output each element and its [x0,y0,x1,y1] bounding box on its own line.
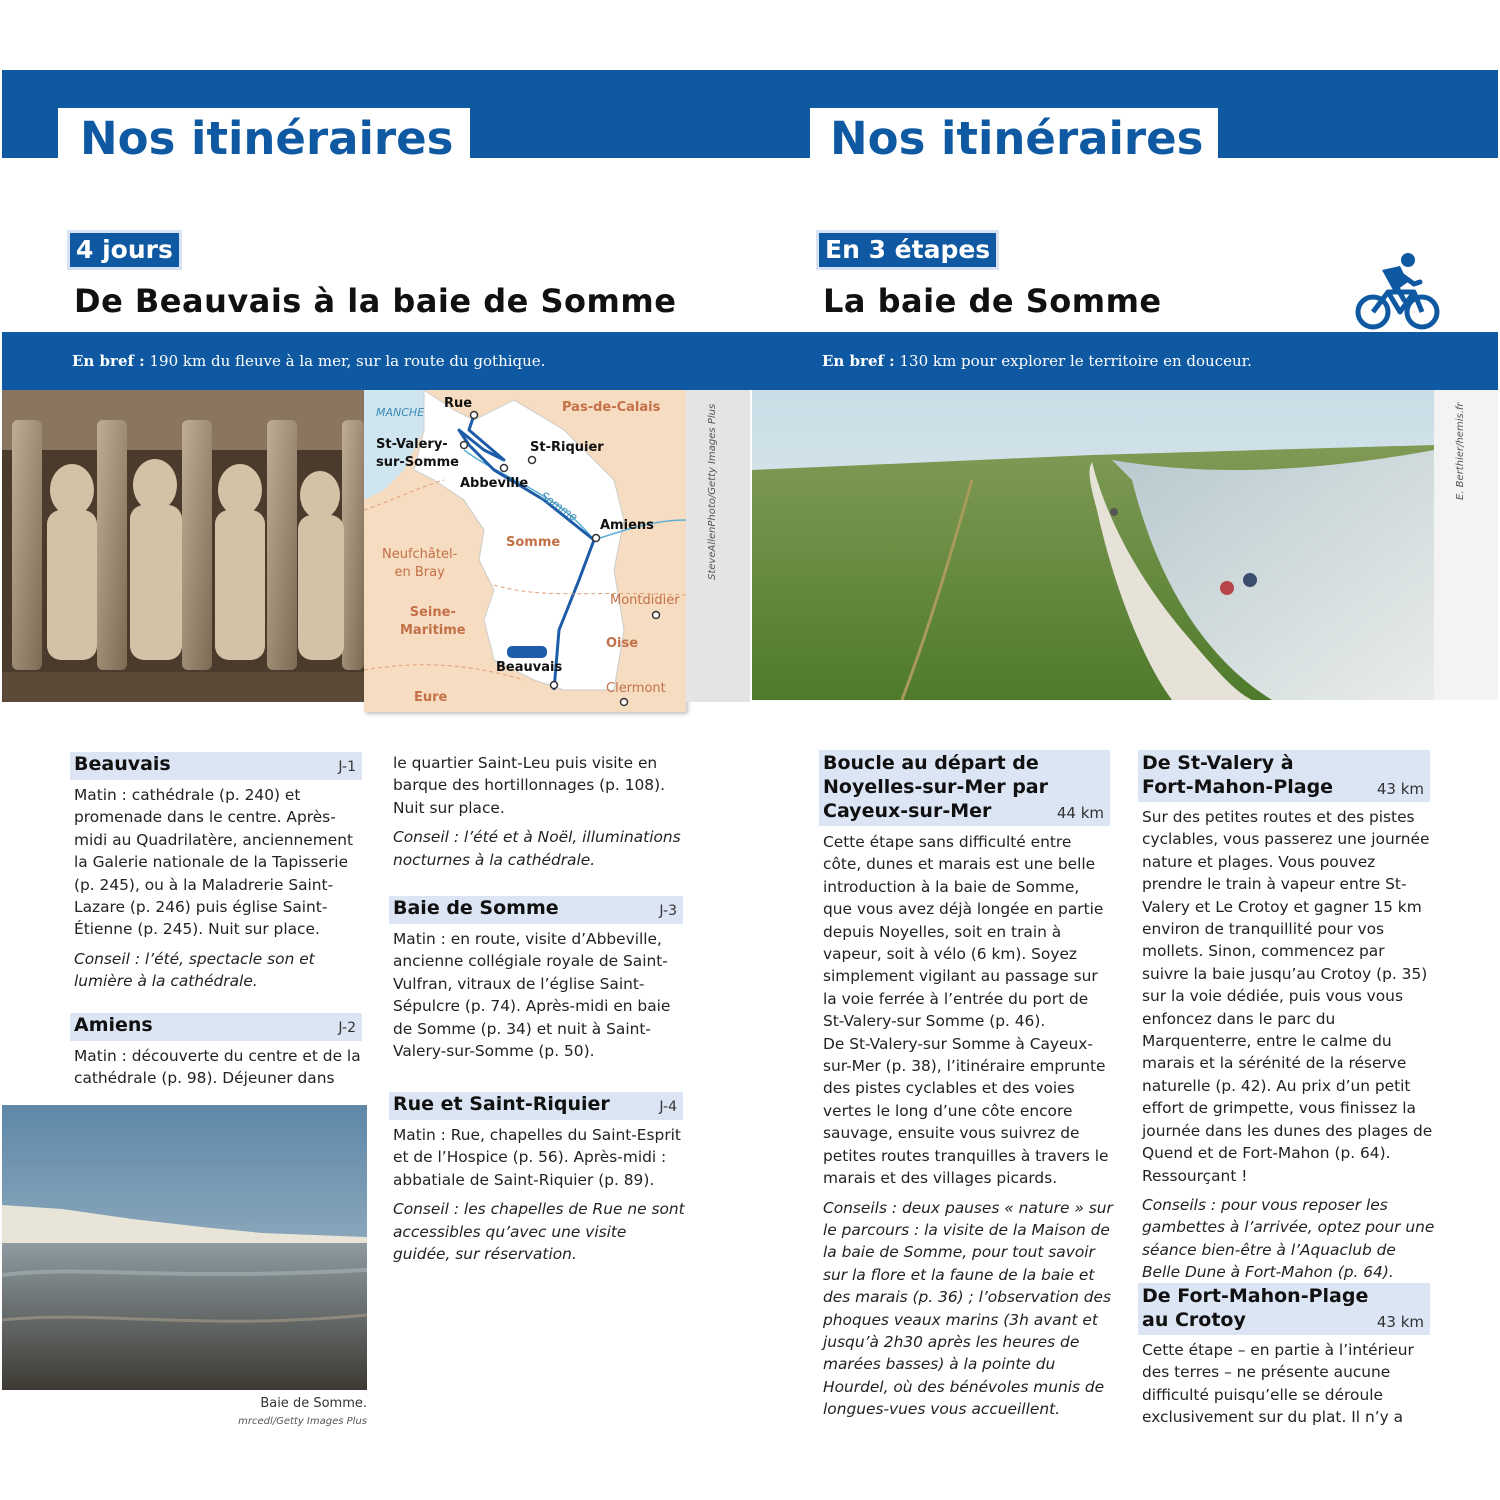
summary-band-left [2,332,752,390]
cyclist-icon [1352,252,1444,334]
day-number: J-2 [338,1020,356,1036]
map-town-label: Clermont [606,681,666,696]
baie-de-somme-photo [2,1105,367,1390]
day-number: J-4 [659,1099,677,1115]
day-header [389,1092,683,1120]
stage-distance: 43 km [1376,780,1424,798]
day-text: le quartier Saint-Leu puis visite en barque des hortillonnages (p. 108). Nuit sur place. [393,754,665,817]
summary-band-right [752,332,1498,390]
stage-name: De St-Valery à Fort-Mahon-Plage [1142,752,1334,798]
day-description [393,1124,685,1272]
page-header-right: Nos itinéraires [830,112,1204,165]
photo-credit-right: E. Berthier/hemis.fr [1455,402,1466,500]
summary-label: En bref : [822,352,895,370]
stage-text: Cette étape – en partie à l’intérieur des terres – ne présente aucune difficulté puisqu’elle se déroule exclusivement sur du plat. Il n’y a [1142,1341,1414,1427]
map-region-label: Pas-de-Calais [562,400,661,415]
map-region-label: Somme [506,535,561,550]
stages-badge: En 3 étapes [819,233,996,267]
stage-name: Boucle au départ de Noyelles-sur-Mer par Cayeux-sur-Mer [823,752,1048,822]
stage-description [823,831,1113,1428]
stage-text: De St-Valery-sur Somme à Cayeux-sur-Mer (p. 38), l’itinéraire emprunte des pistes cyclables et des voies vertes le long d’une côte encore sauvage, ensuite vous suivrez de petites routes tranquilles à travers le marais et des villages picards. [823,1034,1109,1188]
photo-strip [1434,390,1498,700]
day-header [389,896,683,924]
map-town-label: Rue [444,396,473,411]
stage-distance: 44 km [1056,804,1104,822]
day-text: Matin : en route, visite d’Abbeville, ancienne collégiale royale de Saint-Vulfran, vitraux de l’église Saint-Sépulcre (p. 74). Après-midi en baie de Somme (p. 34) et nuit à Saint-Valery-sur-Somme (p. 50). [393,930,671,1061]
day-description [393,928,685,1069]
summary-label: En bref : [72,352,145,370]
stage-description [1142,806,1436,1291]
map-town-label: Neufchâtel- en Bray [382,547,458,580]
day-name: Rue et Saint-Riquier [393,1093,610,1115]
stage-header [1138,750,1430,802]
stage-header [1138,1283,1430,1335]
map-town-label: Beauvais [496,660,563,675]
stage-tip: Conseils : pour vous reposer les gambettes à l’arrivée, optez pour une séance bien-être à l’Aquaclub de Belle Dune à Fort-Mahon (p. 64). [1142,1195,1435,1282]
photo-strip [686,390,750,702]
stage-text: Cette étape sans difficulté entre côte, dunes et marais est une belle introduction à la baie de Somme, que vous avez déjà longée en partie depuis Noyelles, soit en train à vapeur, soit à vélo (6 km). Soyez simplement vigilant au passage sur la voie ferrée à l’entrée du port de St-Valery-sur Somme (p. 46). [823,833,1104,1031]
route-map [364,390,686,712]
map-town-label: St-Riquier [530,440,604,455]
cathedral-statues-photo [2,390,364,702]
photo-credit-left: SteveAllenPhoto/Getty Images Plus [707,403,718,580]
stage-distance: 43 km [1376,1313,1424,1331]
map-town-label: Abbeville [460,476,529,491]
day-number: J-3 [659,903,677,919]
day-text: Matin : Rue, chapelles du Saint-Esprit et de l’Hospice (p. 56). Après-midi : abbatiale de Saint-Riquier (p. 89). [393,1126,681,1189]
stage-header [819,750,1110,826]
day-tip: Conseil : l’été, spectacle son et lumière à la cathédrale. [74,949,315,991]
route-title-right: La baie de Somme [823,282,1162,320]
stage-text: Sur des petites routes et des pistes cyclables, vous passerez une journée nature et plages. Vous pouvez prendre le train à vapeur entre St-Valery et Le Crotoy et gagner 15 km environ de tranquillité pour vos mollets. Sinon, commencez par suivre la baie jusqu’au Crotoy (p. 35) sur la voie dédiée, puis vous vous enfoncez dans le parc du Marquenterre, entre le calme du marais et la sérénité de la réserve naturelle (p. 42). Au prix d’un petit effort de grimpette, vous finissez la journée dans les dunes des plages de Quend et de Fort-Mahon (p. 64). Ressourçant ! [1142,808,1433,1185]
map-town-label: St-Valery- sur-Somme [376,437,460,470]
page-header-left: Nos itinéraires [80,112,454,165]
stage-tip: Conseils : deux pauses « nature » sur le parcours : la visite de la Maison de la baie de Somme, pour tout savoir sur la flore et la faune de la baie et des marais (p. 36) ; l’observation des phoques veaux marins (3h avant et jusqu’à 2h30 après les heures de marées basses) à la pointe du Hourdel, où des bénévoles munis de longues-vues vous accueillent. [823,1198,1113,1419]
map-town-label: Amiens [600,518,654,533]
day-text: Matin : découverte du centre et de la cathédrale (p. 98). Déjeuner dans [74,1047,361,1088]
cycling-path-photo [752,390,1434,700]
map-region-label: Eure [414,690,448,705]
map-region-label: Oise [606,636,639,651]
day-name: Beauvais [74,753,171,775]
day-header [70,1013,362,1041]
day-description-continued [393,752,685,878]
summary-text: 130 km pour explorer le territoire en douceur. [894,352,1252,370]
photo-credit: mrcedl/Getty Images Plus [238,1416,367,1427]
day-number: J-1 [338,759,356,775]
route-title-left: De Beauvais à la baie de Somme [74,282,677,320]
stage-description [1142,1339,1436,1436]
duration-badge: 4 jours [70,233,179,267]
map-town-label: Montdidier [610,593,680,608]
day-text: Matin : cathédrale (p. 240) et promenade dans le centre. Après-midi au Quadrilatère, anciennement la Galerie nationale de la Tapisserie (p. 245), ou à la Maladrerie Saint-Lazare (p. 246) puis église Saint-Étienne (p. 245). Nuit sur place. [74,786,354,939]
day-name: Baie de Somme [393,897,559,919]
summary-text: 190 km du fleuve à la mer, sur la route du gothique. [144,352,546,370]
day-description [74,784,362,1000]
map-river-label: Somme [538,489,580,524]
day-description [74,1045,362,1097]
day-name: Amiens [74,1014,153,1036]
map-region-label: Seine- Maritime [400,605,466,638]
stage-name: De Fort-Mahon-Plage au Crotoy [1142,1285,1369,1331]
day-tip: Conseil : les chapelles de Rue ne sont accessibles qu’avec une visite guidée, sur réservation. [393,1200,685,1264]
day-tip: Conseil : l’été et à Noël, illuminations nocturnes à la cathédrale. [393,828,681,869]
day-header [70,752,362,780]
photo-caption: Baie de Somme. [260,1396,367,1411]
map-sea-label: MANCHE [376,406,425,419]
